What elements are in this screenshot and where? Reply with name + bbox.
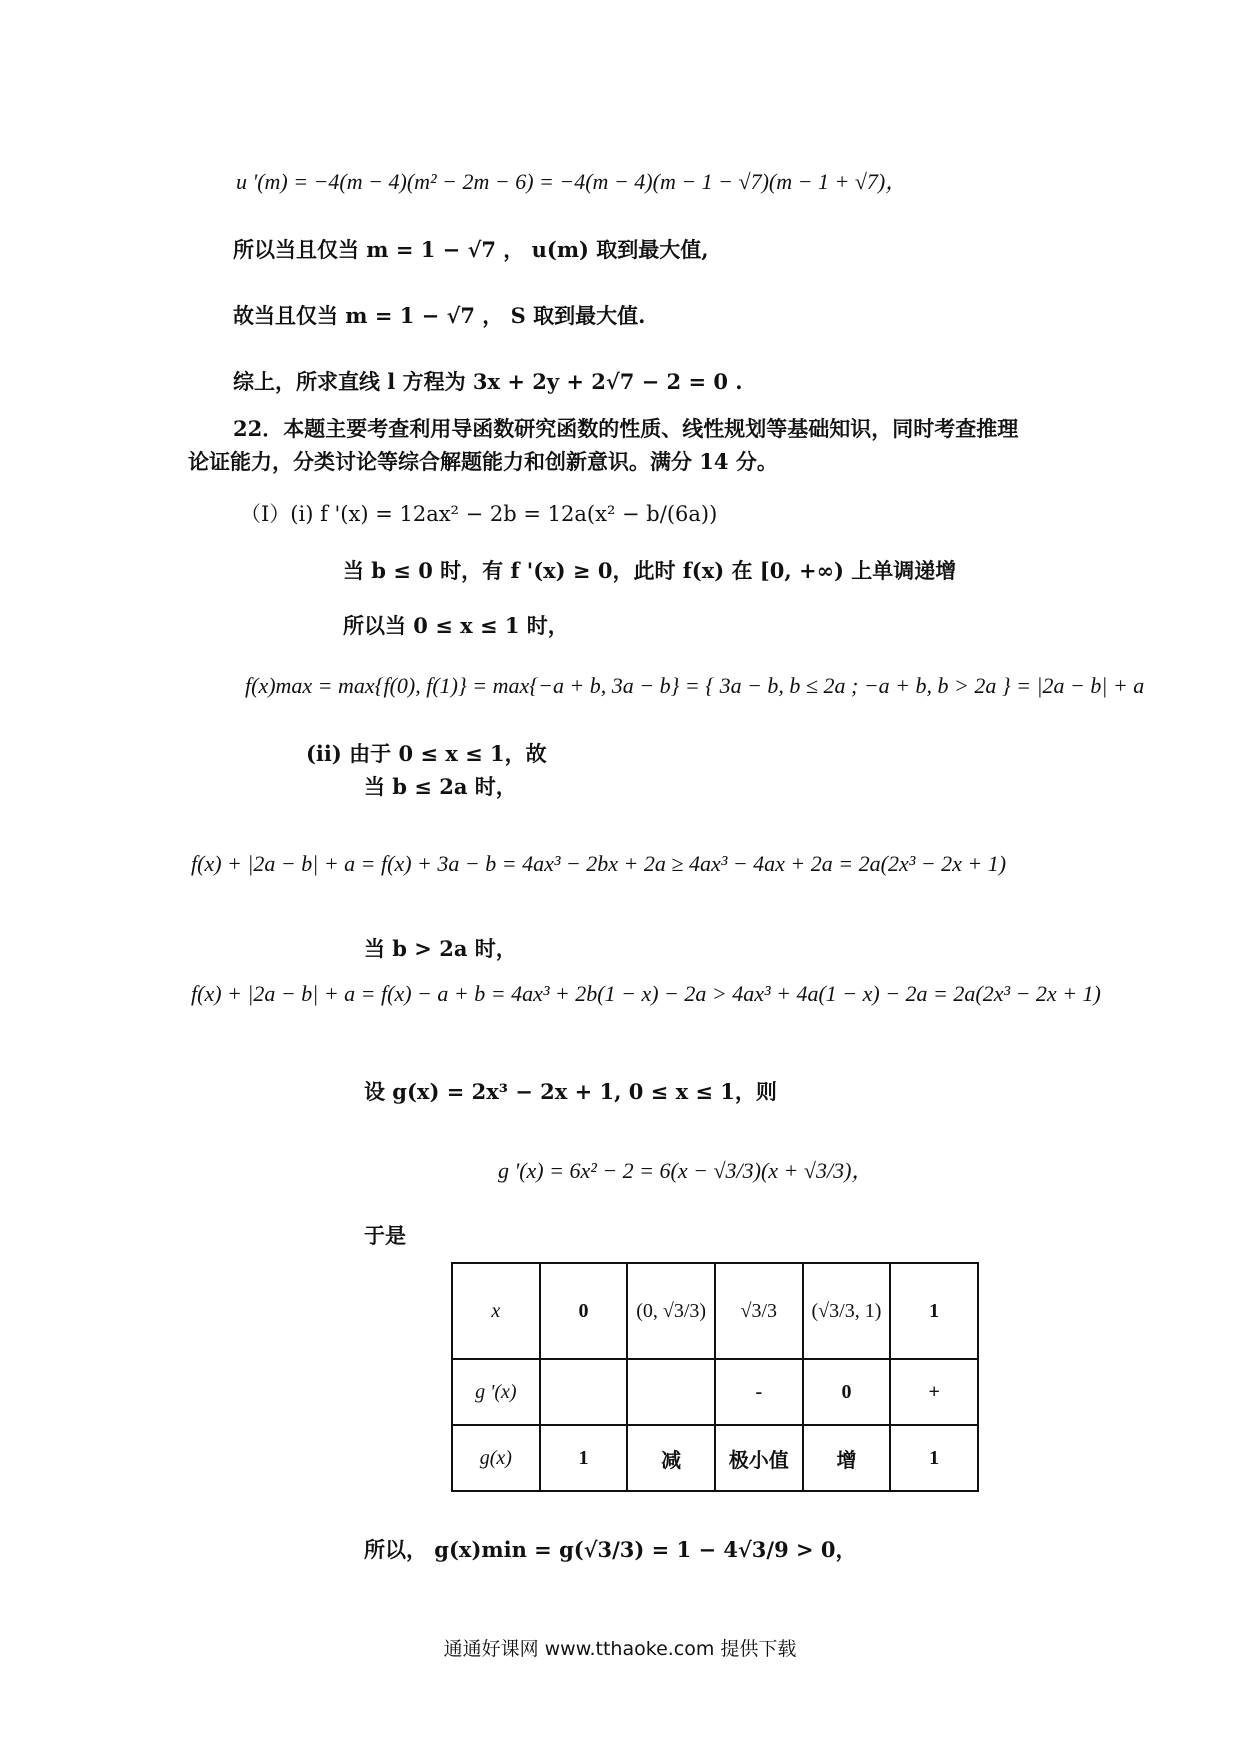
table-cell: -: [715, 1359, 803, 1425]
table-row: [452, 1263, 978, 1359]
part-ii-heading: (ii) 由于 0 ≤ x ≤ 1，故: [306, 741, 547, 766]
table-row: [452, 1425, 978, 1491]
table-cell: 1: [540, 1425, 628, 1491]
table-cell: 1: [890, 1263, 978, 1359]
part-i-derivative: （Ⅰ）(i) f '(x) = 12ax² − 2b = 12a(x² − b/(6a)): [240, 502, 718, 526]
table-cell: 增: [803, 1425, 891, 1491]
eq-f-max: f(x)max = max{f(0), f(1)} = max{−a + b, 3a − b} = { 3a − b, b ≤ 2a ; −a + b, b > 2a } = |2a − b| + a: [245, 673, 1145, 698]
eq-g-min: 所以， g(x)min = g(√3/3) = 1 − 4√3/9 > 0，: [364, 1537, 857, 1562]
text-u-max: 所以当且仅当 m = 1 − √7 ， u(m) 取到最大值,: [233, 237, 709, 262]
eq-case1-inequality: f(x) + |2a − b| + a = f(x) + 3a − b = 4ax³ − 2bx + 2a ≥ 4ax³ − 4ax + 2a = 2a(2x³ − 2x + 1): [191, 851, 1007, 876]
table-cell: [627, 1359, 715, 1425]
table-cell: (√3/3, 1): [803, 1263, 891, 1359]
table-cell: [540, 1359, 628, 1425]
table-cell: 极小值: [715, 1425, 803, 1491]
table-cell: x: [452, 1263, 540, 1359]
part-ii-case1: 当 b ≤ 2a 时，: [364, 774, 517, 799]
table-cell: 1: [890, 1425, 978, 1491]
sign-table: [451, 1262, 979, 1492]
eq-case2-inequality: f(x) + |2a − b| + a = f(x) − a + b = 4ax³ + 2b(1 − x) − 2a > 4ax³ + 4a(1 − x) − 2a = 2a(2x³ − 2x + 1): [191, 981, 1101, 1006]
table-cell: √3/3: [715, 1263, 803, 1359]
eq-g-derivative: g '(x) = 6x² − 2 = 6(x − √3/3)(x + √3/3)，: [498, 1158, 874, 1183]
text-therefore: 于是: [364, 1223, 406, 1248]
table-cell: g '(x): [452, 1359, 540, 1425]
part-ii-case2: 当 b > 2a 时，: [364, 936, 517, 961]
table-cell: +: [890, 1359, 978, 1425]
text-s-max: 故当且仅当 m = 1 − √7 ， S 取到最大值.: [233, 303, 646, 328]
eq-u-derivative: u '(m) = −4(m − 4)(m² − 2m − 6) = −4(m − 4)(m − 1 − √7)(m − 1 + √7)，: [236, 169, 908, 194]
problem-22-intro: 22．本题主要考查利用导函数研究函数的性质、线性规划等基础知识，同时考查推理: [233, 416, 1019, 441]
table-cell: g(x): [452, 1425, 540, 1491]
table-cell: 0: [803, 1359, 891, 1425]
table-cell: (0, √3/3): [627, 1263, 715, 1359]
table-cell: 减: [627, 1425, 715, 1491]
page-footer: 通通好课网 www.tthaoke.com 提供下载: [443, 1638, 797, 1660]
part-i-interval: 所以当 0 ≤ x ≤ 1 时，: [343, 613, 569, 638]
problem-22-intro-cont: 论证能力，分类讨论等综合解题能力和创新意识。满分 14 分。: [188, 449, 778, 474]
part-i-case-b-nonpositive: 当 b ≤ 0 时，有 f '(x) ≥ 0，此时 f(x) 在 [0, +∞) 上单调递增: [343, 558, 957, 583]
text-line-equation: 综上，所求直线 l 方程为 3x + 2y + 2√7 − 2 = 0 .: [233, 369, 743, 394]
table-cell: 0: [540, 1263, 628, 1359]
table-row: [452, 1359, 978, 1425]
define-g: 设 g(x) = 2x³ − 2x + 1, 0 ≤ x ≤ 1，则: [364, 1079, 777, 1104]
